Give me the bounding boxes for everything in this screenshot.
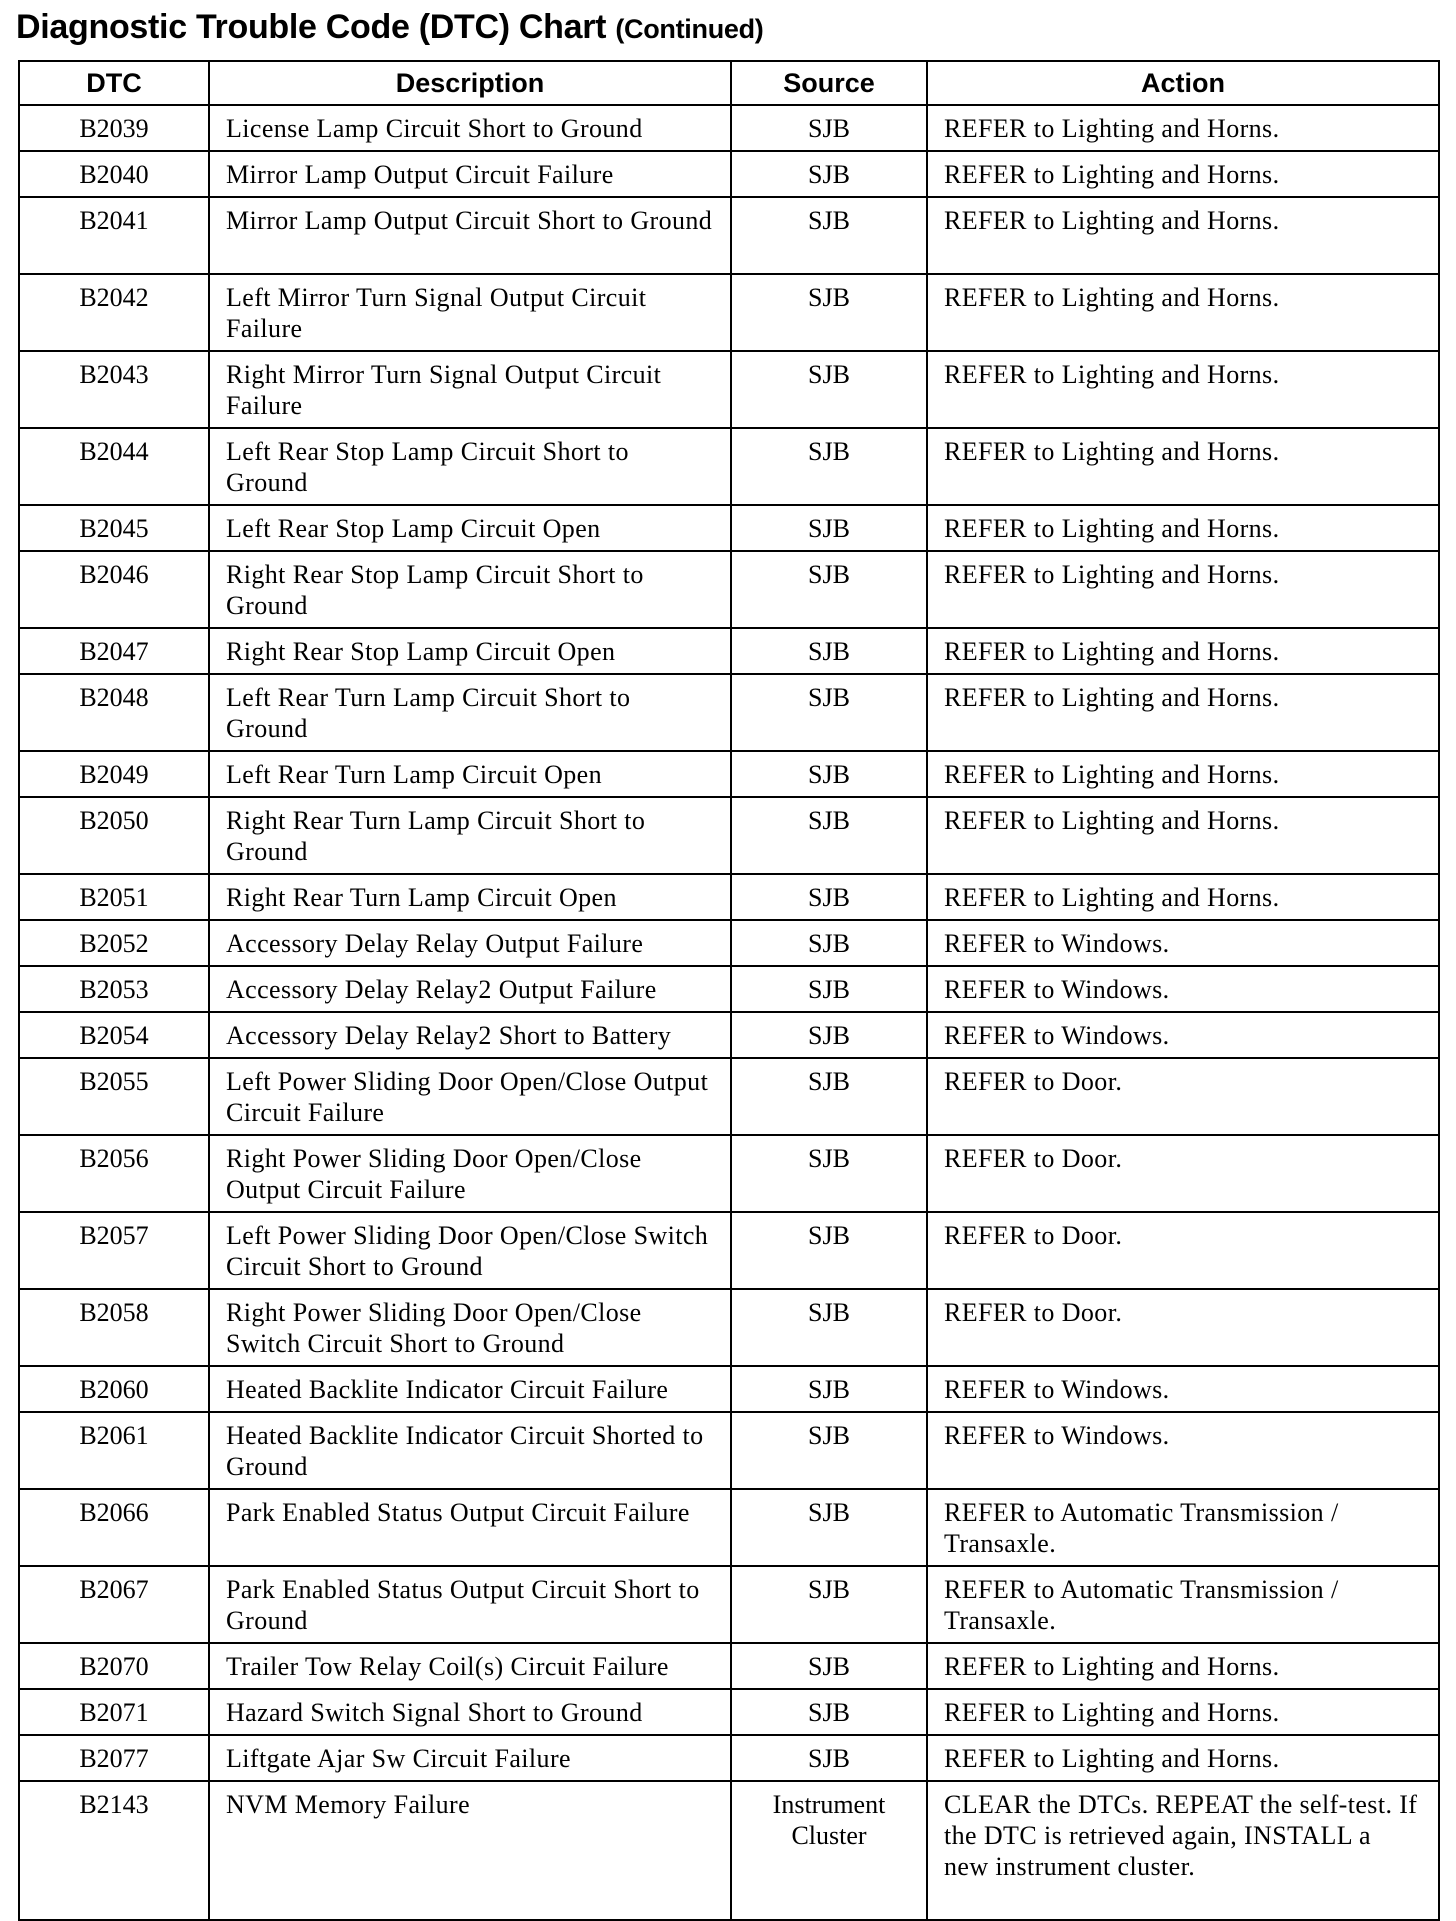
title-main: Diagnostic Trouble Code (DTC) Chart [16, 8, 607, 46]
source-cell: SJB [731, 1643, 927, 1689]
action-cell: REFER to Windows. [927, 1412, 1439, 1489]
table-row [19, 1643, 1439, 1689]
action-cell: REFER to Door. [927, 1212, 1439, 1289]
table-row [19, 551, 1439, 628]
action-cell: REFER to Windows. [927, 1366, 1439, 1412]
action-cell: REFER to Automatic Transmission / Transaxle. [927, 1489, 1439, 1566]
table-row [19, 274, 1439, 351]
action-cell: REFER to Windows. [927, 1012, 1439, 1058]
description-cell: Park Enabled Status Output Circuit Short to Ground [209, 1566, 731, 1643]
dtc-code-cell: B2046 [19, 551, 209, 628]
header-source: Source [731, 61, 927, 105]
action-cell: REFER to Lighting and Horns. [927, 751, 1439, 797]
table-row [19, 197, 1439, 274]
dtc-code-cell: B2067 [19, 1566, 209, 1643]
dtc-code-cell: B2042 [19, 274, 209, 351]
source-cell: SJB [731, 1366, 927, 1412]
header-description: Description [209, 61, 731, 105]
table-row [19, 1781, 1439, 1920]
action-cell: REFER to Door. [927, 1135, 1439, 1212]
action-cell: REFER to Windows. [927, 966, 1439, 1012]
description-cell: Right Rear Stop Lamp Circuit Short to Ground [209, 551, 731, 628]
dtc-code-cell: B2054 [19, 1012, 209, 1058]
dtc-table [18, 60, 1440, 1921]
table-row [19, 674, 1439, 751]
action-cell: REFER to Lighting and Horns. [927, 197, 1439, 274]
action-cell: REFER to Lighting and Horns. [927, 874, 1439, 920]
action-cell: REFER to Lighting and Horns. [927, 1735, 1439, 1781]
description-cell: Accessory Delay Relay2 Output Failure [209, 966, 731, 1012]
description-cell: Accessory Delay Relay2 Short to Battery [209, 1012, 731, 1058]
table-row [19, 1289, 1439, 1366]
description-cell: Liftgate Ajar Sw Circuit Failure [209, 1735, 731, 1781]
table-row [19, 505, 1439, 551]
source-cell: SJB [731, 874, 927, 920]
dtc-code-cell: B2045 [19, 505, 209, 551]
action-cell: REFER to Lighting and Horns. [927, 551, 1439, 628]
description-cell: Hazard Switch Signal Short to Ground [209, 1689, 731, 1735]
description-cell: Right Rear Turn Lamp Circuit Open [209, 874, 731, 920]
action-cell: REFER to Door. [927, 1289, 1439, 1366]
source-cell: SJB [731, 628, 927, 674]
dtc-code-cell: B2066 [19, 1489, 209, 1566]
dtc-code-cell: B2040 [19, 151, 209, 197]
table-row [19, 797, 1439, 874]
action-cell: REFER to Lighting and Horns. [927, 274, 1439, 351]
description-cell: Right Rear Turn Lamp Circuit Short to Ground [209, 797, 731, 874]
table-row [19, 1412, 1439, 1489]
source-cell: SJB [731, 551, 927, 628]
title-suffix: (Continued) [615, 14, 764, 44]
action-cell: REFER to Lighting and Horns. [927, 674, 1439, 751]
page-title [16, 8, 764, 47]
table-row [19, 1366, 1439, 1412]
dtc-code-cell: B2051 [19, 874, 209, 920]
action-cell: REFER to Lighting and Horns. [927, 151, 1439, 197]
dtc-code-cell: B2053 [19, 966, 209, 1012]
table-row [19, 1566, 1439, 1643]
dtc-code-cell: B2044 [19, 428, 209, 505]
dtc-code-cell: B2061 [19, 1412, 209, 1489]
dtc-code-cell: B2055 [19, 1058, 209, 1135]
dtc-code-cell: B2057 [19, 1212, 209, 1289]
source-cell: SJB [731, 1689, 927, 1735]
source-cell: SJB [731, 197, 927, 274]
dtc-code-cell: B2049 [19, 751, 209, 797]
description-cell: Mirror Lamp Output Circuit Failure [209, 151, 731, 197]
action-cell: REFER to Lighting and Horns. [927, 628, 1439, 674]
description-cell: Right Power Sliding Door Open/Close Output Circuit Failure [209, 1135, 731, 1212]
dtc-code-cell: B2056 [19, 1135, 209, 1212]
source-cell: SJB [731, 351, 927, 428]
source-cell: SJB [731, 1412, 927, 1489]
dtc-code-cell: B2048 [19, 674, 209, 751]
table-row [19, 874, 1439, 920]
description-cell: Left Power Sliding Door Open/Close Switch Circuit Short to Ground [209, 1212, 731, 1289]
description-cell: Trailer Tow Relay Coil(s) Circuit Failure [209, 1643, 731, 1689]
dtc-code-cell: B2060 [19, 1366, 209, 1412]
table-row [19, 1058, 1439, 1135]
table-row [19, 966, 1439, 1012]
description-cell: Right Mirror Turn Signal Output Circuit Failure [209, 351, 731, 428]
action-cell: REFER to Lighting and Horns. [927, 351, 1439, 428]
description-cell: License Lamp Circuit Short to Ground [209, 105, 731, 151]
description-cell: Accessory Delay Relay Output Failure [209, 920, 731, 966]
table-row [19, 1212, 1439, 1289]
description-cell: Heated Backlite Indicator Circuit Failure [209, 1366, 731, 1412]
dtc-code-cell: B2047 [19, 628, 209, 674]
table-row [19, 1689, 1439, 1735]
source-cell: SJB [731, 1012, 927, 1058]
table-body [19, 105, 1439, 1920]
table-row [19, 428, 1439, 505]
source-cell: SJB [731, 966, 927, 1012]
header-dtc: DTC [19, 61, 209, 105]
source-cell: SJB [731, 797, 927, 874]
dtc-code-cell: B2043 [19, 351, 209, 428]
source-cell: SJB [731, 1212, 927, 1289]
table-row [19, 151, 1439, 197]
description-cell: Left Rear Stop Lamp Circuit Short to Ground [209, 428, 731, 505]
dtc-code-cell: B2071 [19, 1689, 209, 1735]
description-cell: Mirror Lamp Output Circuit Short to Ground [209, 197, 731, 274]
source-cell: SJB [731, 105, 927, 151]
table-row [19, 920, 1439, 966]
source-cell: SJB [731, 1735, 927, 1781]
action-cell: REFER to Door. [927, 1058, 1439, 1135]
description-cell: Left Rear Turn Lamp Circuit Short to Ground [209, 674, 731, 751]
dtc-code-cell: B2041 [19, 197, 209, 274]
source-cell: SJB [731, 751, 927, 797]
description-cell: NVM Memory Failure [209, 1781, 731, 1920]
table-row [19, 628, 1439, 674]
description-cell: Right Power Sliding Door Open/Close Switch Circuit Short to Ground [209, 1289, 731, 1366]
table-row [19, 1735, 1439, 1781]
action-cell: REFER to Automatic Transmission / Transaxle. [927, 1566, 1439, 1643]
table-row [19, 105, 1439, 151]
dtc-code-cell: B2070 [19, 1643, 209, 1689]
source-cell: SJB [731, 1289, 927, 1366]
source-cell: Instrument Cluster [731, 1781, 927, 1920]
description-cell: Heated Backlite Indicator Circuit Shorted to Ground [209, 1412, 731, 1489]
action-cell: REFER to Lighting and Horns. [927, 1643, 1439, 1689]
source-cell: SJB [731, 1058, 927, 1135]
source-cell: SJB [731, 1489, 927, 1566]
source-cell: SJB [731, 151, 927, 197]
source-cell: SJB [731, 920, 927, 966]
dtc-code-cell: B2077 [19, 1735, 209, 1781]
description-cell: Left Mirror Turn Signal Output Circuit Failure [209, 274, 731, 351]
action-cell: REFER to Lighting and Horns. [927, 428, 1439, 505]
dtc-code-cell: B2039 [19, 105, 209, 151]
source-cell: SJB [731, 274, 927, 351]
source-cell: SJB [731, 1135, 927, 1212]
description-cell: Left Rear Stop Lamp Circuit Open [209, 505, 731, 551]
table-row [19, 351, 1439, 428]
description-cell: Left Power Sliding Door Open/Close Output Circuit Failure [209, 1058, 731, 1135]
action-cell: REFER to Lighting and Horns. [927, 505, 1439, 551]
table-row [19, 751, 1439, 797]
dtc-code-cell: B2050 [19, 797, 209, 874]
source-cell: SJB [731, 505, 927, 551]
action-cell: REFER to Lighting and Horns. [927, 1689, 1439, 1735]
table-row [19, 1135, 1439, 1212]
table-row [19, 1012, 1439, 1058]
source-cell: SJB [731, 674, 927, 751]
description-cell: Left Rear Turn Lamp Circuit Open [209, 751, 731, 797]
action-cell: REFER to Lighting and Horns. [927, 797, 1439, 874]
description-cell: Right Rear Stop Lamp Circuit Open [209, 628, 731, 674]
dtc-code-cell: B2058 [19, 1289, 209, 1366]
dtc-code-cell: B2143 [19, 1781, 209, 1920]
header-row [19, 61, 1439, 105]
source-cell: SJB [731, 428, 927, 505]
description-cell: Park Enabled Status Output Circuit Failure [209, 1489, 731, 1566]
table-row [19, 1489, 1439, 1566]
header-action: Action [927, 61, 1439, 105]
action-cell: CLEAR the DTCs. REPEAT the self-test. If the DTC is retrieved again, INSTALL a new instrument cluster. [927, 1781, 1439, 1920]
dtc-code-cell: B2052 [19, 920, 209, 966]
action-cell: REFER to Lighting and Horns. [927, 105, 1439, 151]
source-cell: SJB [731, 1566, 927, 1643]
action-cell: REFER to Windows. [927, 920, 1439, 966]
